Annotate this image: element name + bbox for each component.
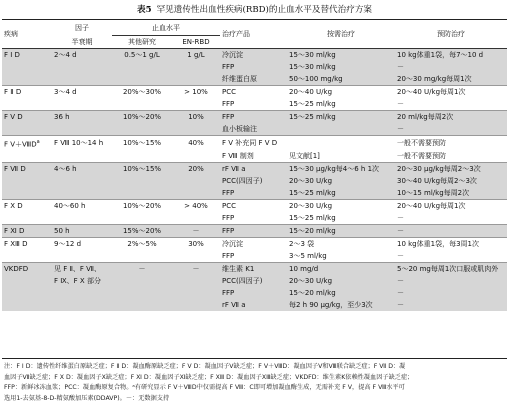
en-rbd-cell (172, 73, 220, 86)
halflife-cell (52, 299, 112, 311)
other-studies-cell: － (112, 263, 172, 276)
en-rbd-cell (172, 187, 220, 200)
on-demand-cell: 2～3 袋 (289, 240, 315, 249)
table-row (2, 49, 507, 62)
other-studies-cell (112, 287, 172, 299)
on-demand-cell: 15～30 ml/kg (287, 61, 395, 73)
table-row (2, 123, 507, 136)
table-caption (0, 4, 509, 16)
disease-cell (2, 287, 52, 299)
disease-name: F Ⅴ D (4, 113, 23, 121)
other-studies-cell (112, 123, 172, 136)
halflife-cell (52, 187, 112, 200)
disease-cell (2, 73, 52, 86)
header-halflife-line1: 因子 (52, 20, 112, 36)
footnote-line: 注：F Ⅰ D：遗传性纤维蛋白原缺乏症；F Ⅱ D：凝血酶原缺乏症；F Ⅴ D：凝血因子Ⅴ缺乏症；F Ⅴ＋ⅧD：凝血因子Ⅴ和Ⅷ联合缺乏症；F Ⅶ D：凝 (4, 363, 406, 370)
product-cell: PCC (222, 202, 236, 211)
data-table (2, 19, 507, 359)
halflife-cell: 36 h (52, 111, 112, 124)
footnote-line: 血因子Ⅶ缺乏症；F Ⅹ D：凝血因子Ⅹ缺乏症；F Ⅺ D：凝血因子Ⅺ缺乏症；F ⅩⅢ D：凝血因子ⅩⅢ缺乏症；VKDFD：维生素K依赖性凝血因子缺乏症； (4, 373, 414, 381)
other-studies-cell (112, 175, 172, 187)
disease-name: F Ⅱ D (4, 88, 22, 96)
table-row (2, 98, 507, 111)
disease-group (2, 238, 507, 263)
prophylaxis-cell: 20 ml/kg每周2次 (395, 111, 507, 124)
en-rbd-cell (172, 175, 220, 187)
on-demand-cell: 15～25 ml/kg (287, 187, 395, 200)
on-demand-cell: 15～20 ml/kg (287, 225, 395, 238)
product-cell: FFP (220, 98, 287, 111)
footnote-marker: a (36, 139, 40, 145)
product-cell: rF Ⅶ a (220, 163, 287, 176)
halflife-cell (52, 212, 112, 225)
product-cell: 纤维蛋白原 (220, 73, 287, 86)
product-cell: rF Ⅶ a (220, 299, 287, 311)
on-demand-cell: 3～5 ml/kg (287, 250, 395, 263)
en-rbd-cell (172, 123, 220, 136)
table-row (2, 238, 507, 251)
disease-cell (2, 111, 52, 124)
prophylaxis-cell: － (395, 123, 507, 136)
other-studies-cell (112, 73, 172, 86)
prophylaxis-cell: － (395, 225, 507, 238)
en-rbd-cell (172, 98, 220, 111)
disease-name: F Ⅺ D (4, 227, 25, 236)
product-cell: FFP (220, 287, 287, 299)
table-title: 罕见遗传性出血性疾病(RBD)的止血水平及替代治疗方案 (156, 5, 373, 15)
product-cell: 冷沉淀 (220, 49, 287, 62)
prophylaxis-cell: － (395, 299, 507, 311)
other-studies-cell (112, 187, 172, 200)
prophylaxis-cell: 30～40 U/kg每周2～3次 (395, 175, 507, 187)
table-row (2, 225, 507, 238)
other-studies-cell (112, 275, 172, 287)
halflife-cell: 3～4 d (54, 88, 77, 96)
disease-cell (2, 275, 52, 287)
halflife-cell (52, 250, 112, 263)
en-rbd-cell: 20% (172, 163, 220, 176)
disease-cell (2, 250, 52, 263)
en-rbd-cell: － (172, 263, 220, 276)
en-rbd-cell (172, 275, 220, 287)
table-row (2, 299, 507, 311)
table-row (2, 287, 507, 299)
product-cell: FFP (220, 212, 287, 225)
table-row (2, 150, 507, 163)
disease-name: F Ⅰ D (4, 51, 20, 59)
disease-cell (2, 136, 52, 151)
on-demand-cell: 15～25 ml/kg (287, 212, 395, 225)
header-on-demand: 按需治疗 (287, 20, 395, 49)
en-rbd-cell: 10% (172, 111, 220, 124)
product-cell: PCC(四因子) (220, 175, 287, 187)
other-studies-cell (112, 150, 172, 163)
other-studies-cell: 0.5～1 g/L (112, 49, 172, 62)
disease-group (2, 200, 507, 225)
halflife-cell (52, 175, 112, 187)
header-en-rbd: EN-RBD (172, 36, 220, 49)
disease-group (2, 136, 507, 163)
disease-cell (2, 212, 52, 225)
disease-cell (2, 123, 52, 136)
on-demand-cell: 见文献[1] (287, 150, 395, 163)
product-cell: FFP (220, 187, 287, 200)
halflife-cell: 4～6 h (52, 163, 112, 176)
table-row (2, 263, 507, 276)
en-rbd-cell (172, 61, 220, 73)
table-row (2, 187, 507, 200)
disease-group (2, 111, 507, 136)
other-studies-cell (112, 98, 172, 111)
prophylaxis-cell: － (395, 275, 507, 287)
on-demand-cell: 20～40 U/kg (289, 88, 333, 96)
header-hemostatic-level: 止血水平 (112, 20, 220, 36)
en-rbd-cell (172, 287, 220, 299)
prophylaxis-cell: 10～15 ml/kg每周2次 (395, 187, 507, 200)
en-rbd-cell: > 40% (184, 202, 208, 211)
halflife-cell: 9～12 d (54, 240, 82, 249)
header-disease: 疾病 (2, 20, 52, 49)
disease-cell (2, 238, 52, 251)
disease-group (2, 225, 507, 238)
on-demand-cell: 15～25 ml/kg (287, 98, 395, 111)
en-rbd-cell: 1 g/L (172, 49, 220, 62)
table-row (2, 86, 507, 99)
disease-group (2, 86, 507, 111)
other-studies-cell: 15%～20% (112, 225, 172, 238)
other-studies-cell: 20%～30% (122, 88, 162, 96)
prophylaxis-cell: － (395, 212, 507, 225)
disease-cell (2, 225, 52, 238)
on-demand-cell: 10 mg/d (287, 263, 395, 276)
prophylaxis-cell: － (395, 98, 507, 111)
table-number: 表5 (136, 5, 152, 15)
disease-name: F Ⅶ D (4, 165, 26, 174)
other-studies-cell: 10%～15% (112, 163, 172, 176)
on-demand-cell: 15～20 ml/kg (287, 287, 395, 299)
on-demand-cell: 每2 h 90 μg/kg，至少3次 (287, 299, 395, 311)
prophylaxis-cell: 10 kg体重1袋，每3周1次 (397, 240, 479, 249)
halflife-cell: 2～4 d (52, 49, 112, 62)
product-cell: F Ⅴ 补充同 F Ⅴ D (222, 139, 278, 148)
disease-cell (2, 49, 52, 62)
halflife-cell: F Ⅷ 10～14 h (54, 139, 104, 148)
prophylaxis-cell: － (395, 287, 507, 299)
table-row (2, 73, 507, 86)
en-rbd-cell: 40% (188, 139, 204, 148)
other-studies-cell: 10%～20% (112, 111, 172, 124)
product-cell: FFP (220, 225, 287, 238)
table-row (2, 136, 507, 151)
on-demand-cell: 15～30 ml/kg (287, 49, 395, 62)
other-studies-cell (112, 61, 172, 73)
halflife-cell: F Ⅸ、F Ⅹ 部分 (52, 275, 112, 287)
prophylaxis-cell: 一般不需要预防 (397, 139, 446, 148)
halflife-cell: 见 F Ⅱ、F Ⅶ、 (52, 263, 112, 276)
prophylaxis-cell: 20～40 U/kg每周1次 (397, 202, 466, 211)
en-rbd-cell (172, 212, 220, 225)
disease-cell (2, 175, 52, 187)
disease-cell (2, 163, 52, 176)
other-studies-cell (112, 250, 172, 263)
table-footnote (4, 362, 505, 406)
other-studies-cell: 10%～15% (122, 139, 162, 148)
en-rbd-cell: > 10% (184, 88, 208, 96)
halflife-cell (52, 73, 112, 86)
disease-name: F Ⅴ＋ⅧD (4, 140, 37, 149)
disease-cell (2, 61, 52, 73)
disease-cell (2, 200, 52, 213)
on-demand-cell: 15～25 ml/kg (287, 111, 395, 124)
disease-name: F ⅩⅢ D (4, 240, 28, 249)
other-studies-cell: 10%～20% (122, 202, 162, 211)
product-cell: FFP (220, 250, 287, 263)
on-demand-cell: 20～30 U/kg (289, 202, 333, 211)
en-rbd-cell (172, 150, 220, 163)
product-cell: PCC(四因子) (220, 275, 287, 287)
en-rbd-cell: 30% (188, 240, 204, 249)
on-demand-cell (287, 136, 395, 151)
product-cell: F Ⅷ 制剂 (220, 150, 287, 163)
halflife-cell (52, 150, 112, 163)
table-row (2, 175, 507, 187)
header-halflife-line2: 半衰期 (52, 36, 112, 49)
product-cell: 维生素 K1 (220, 263, 287, 276)
prophylaxis-cell: 一般不需要预防 (395, 150, 507, 163)
halflife-cell: 50 h (52, 225, 112, 238)
halflife-cell (52, 61, 112, 73)
prophylaxis-cell: 20～30 μg/kg每周2～3次 (395, 163, 507, 176)
disease-group (2, 263, 507, 312)
halflife-cell (52, 98, 112, 111)
halflife-cell (52, 287, 112, 299)
product-cell: PCC (222, 88, 236, 96)
other-studies-cell: 2%～5% (127, 240, 157, 249)
prophylaxis-cell: 5～20 mg每周1次口服或肌肉外 (395, 263, 507, 276)
disease-cell (2, 86, 52, 99)
disease-cell (2, 263, 52, 276)
prophylaxis-cell: － (395, 250, 507, 263)
on-demand-cell: 20～30 U/kg (287, 275, 395, 287)
other-studies-cell (112, 299, 172, 311)
prophylaxis-cell: 10 kg体重1袋，每7～10 d (395, 49, 507, 62)
table-row (2, 200, 507, 213)
product-cell: 血小板输注 (220, 123, 287, 136)
table-row (2, 275, 507, 287)
on-demand-cell (287, 123, 395, 136)
product-cell: 冷沉淀 (222, 240, 243, 249)
en-rbd-cell: － (172, 225, 220, 238)
prophylaxis-cell: 20～40 U/kg每周1次 (397, 88, 466, 96)
disease-group (2, 49, 507, 86)
disease-name: VKDFD (4, 265, 29, 274)
table-row (2, 163, 507, 176)
product-cell: FFP (220, 111, 287, 124)
prophylaxis-cell: － (395, 61, 507, 73)
halflife-cell: 40～60 h (54, 202, 86, 211)
table-row (2, 61, 507, 73)
disease-name: F Ⅹ D (4, 202, 23, 211)
on-demand-cell: 20～30 U/kg (287, 175, 395, 187)
table-row (2, 111, 507, 124)
product-cell: FFP (220, 61, 287, 73)
header-prophylaxis: 预防治疗 (395, 20, 507, 49)
on-demand-cell: 15～30 μg/kg每4～6 h 1次 (287, 163, 395, 176)
table-row (2, 212, 507, 225)
halflife-cell (52, 123, 112, 136)
footnote-line: 选用1-去氨基-8-D-精氨酸加压素(DDAVP)。－：无数据支持 (4, 394, 170, 402)
table-row (2, 250, 507, 263)
header-product: 治疗产品 (220, 20, 287, 49)
other-studies-cell (112, 212, 172, 225)
en-rbd-cell (172, 299, 220, 311)
en-rbd-cell (172, 250, 220, 263)
footnote-line: FFP：新鲜冰冻血浆；PCC：凝血酶原复合物。ᵃ有研究显示 F Ⅴ＋ⅧD中仅需提高 F Ⅷ：C即可增加凝血酶生成，无需补充 F Ⅴ，提高 F Ⅷ水平可 (4, 384, 405, 392)
disease-cell (2, 299, 52, 311)
disease-cell (2, 150, 52, 163)
disease-group (2, 163, 507, 200)
prophylaxis-cell: 20～30 mg/kg每周1次 (395, 73, 507, 86)
header-other-studies: 其他研究 (112, 36, 172, 49)
disease-cell (2, 98, 52, 111)
disease-cell (2, 187, 52, 200)
on-demand-cell: 50～100 mg/kg (287, 73, 395, 86)
